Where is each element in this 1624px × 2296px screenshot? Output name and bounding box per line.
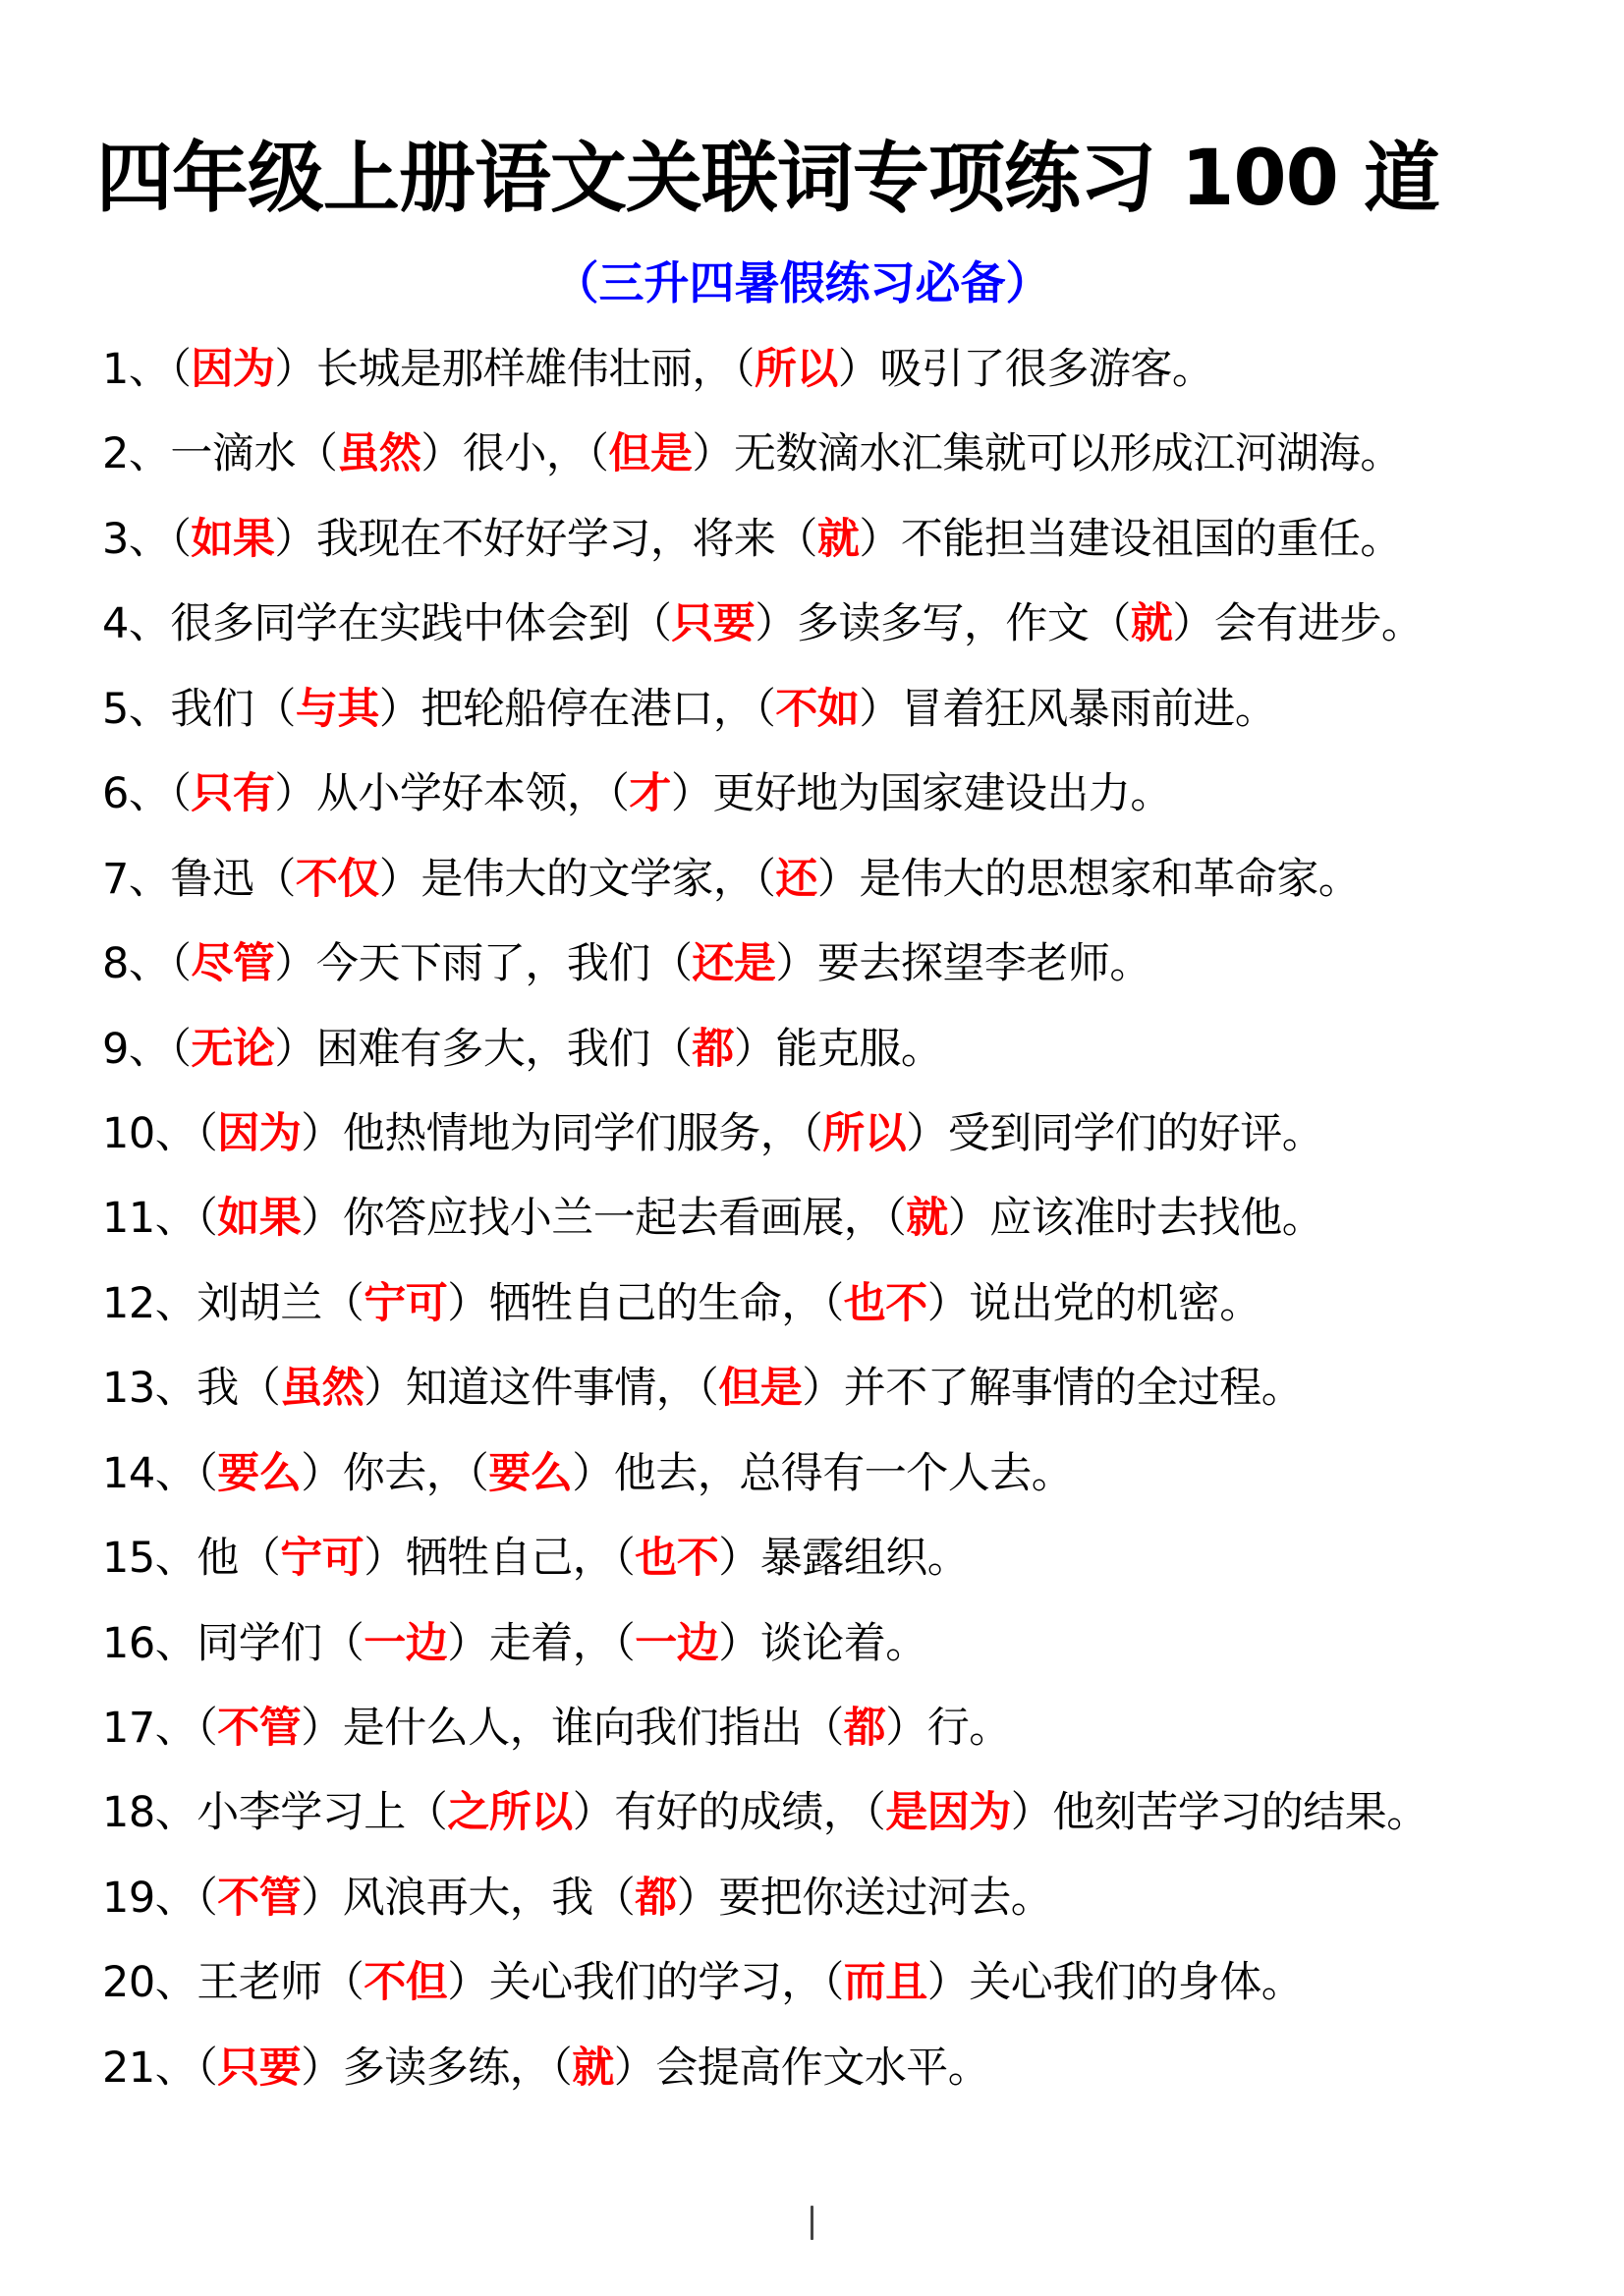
- answer-word: 但是: [608, 429, 693, 479]
- sentence-text: ）有好的成绩，（: [572, 1788, 886, 1838]
- item-number: 14、: [102, 1448, 197, 1498]
- exercise-item: [102, 593, 1615, 678]
- sentence-text: ）受到同学们的好评。: [906, 1108, 1324, 1158]
- answer-word: 不管: [217, 1873, 302, 1923]
- answer-word: 是因为: [885, 1788, 1011, 1838]
- answer-word: 所以: [754, 345, 838, 394]
- sentence-text: （: [196, 1448, 218, 1498]
- answer-word: 就: [906, 1194, 948, 1244]
- item-number: 2、: [102, 429, 171, 479]
- sentence-text: ）是伟大的文学家，（: [378, 854, 776, 904]
- sentence-text: （: [196, 1194, 218, 1244]
- sentence-text: ）要去探望李老师。: [775, 939, 1151, 989]
- sentence-text: ）风浪再大，我（: [301, 1873, 636, 1923]
- answer-word: 也不: [843, 1278, 927, 1328]
- sentence-text: 一滴水（: [170, 429, 338, 479]
- answer-word: 但是: [718, 1364, 803, 1414]
- answer-word: 不仅: [295, 854, 379, 904]
- item-number: 15、: [102, 1534, 197, 1584]
- sentence-text: （: [170, 514, 192, 564]
- sentence-text: 我（: [196, 1364, 281, 1414]
- answer-word: 而且: [843, 1958, 927, 2008]
- exercise-list: [102, 339, 1615, 2122]
- item-number: 5、: [102, 684, 171, 734]
- answer-word: 只要: [671, 599, 756, 649]
- item-number: 19、: [102, 1873, 197, 1923]
- sentence-text: ）吸引了很多游客。: [837, 345, 1214, 394]
- exercise-item: [102, 763, 1615, 848]
- sentence-text: ）他热情地为同学们服务，（: [301, 1108, 823, 1158]
- exercise-item: [102, 849, 1615, 933]
- exercise-item: [102, 1103, 1615, 1188]
- sentence-text: ）长城是那样雄伟壮丽，（: [274, 345, 755, 394]
- answer-word: 一边: [635, 1618, 719, 1668]
- sentence-text: ）会有进步。: [1172, 599, 1424, 649]
- sentence-text: ）他去，总得有一个人去。: [572, 1448, 1074, 1498]
- answer-word: 才: [629, 769, 671, 819]
- exercise-item: [102, 679, 1615, 763]
- exercise-item: [102, 2038, 1615, 2122]
- exercise-item: [102, 1528, 1615, 1612]
- exercise-item: [102, 1358, 1615, 1442]
- answer-word: 都: [843, 1704, 886, 1753]
- sentence-text: ）他刻苦学习的结果。: [1010, 1788, 1428, 1838]
- answer-word: 就: [816, 514, 860, 564]
- item-number: 4、: [102, 599, 171, 649]
- exercise-item: [102, 1273, 1615, 1358]
- sentence-text: ）关心我们的学习，（: [447, 1958, 844, 2008]
- item-number: 9、: [102, 1024, 171, 1074]
- item-number: 16、: [102, 1618, 197, 1668]
- answer-word: 虽然: [337, 429, 421, 479]
- sentence-text: 小李学习上（: [196, 1788, 448, 1838]
- sentence-text: （: [196, 1873, 218, 1923]
- answer-word: 所以: [822, 1108, 907, 1158]
- answer-word: 都: [635, 1873, 677, 1923]
- exercise-item: [102, 1019, 1615, 1103]
- sentence-text: ）会提高作文水平。: [613, 2043, 990, 2093]
- sentence-text: （: [170, 939, 192, 989]
- answer-word: 宁可: [364, 1278, 448, 1328]
- sentence-text: ）牺牲自己，（: [364, 1534, 636, 1584]
- item-number: 7、: [102, 854, 171, 904]
- answer-word: 只要: [217, 2043, 302, 2093]
- sentence-text: ）关心我们的身体。: [926, 1958, 1304, 2008]
- answer-word: 就: [572, 2043, 614, 2093]
- sentence-text: ）困难有多大，我们（: [274, 1024, 693, 1074]
- answer-word: 就: [1130, 599, 1173, 649]
- item-number: 6、: [102, 769, 171, 819]
- item-number: 8、: [102, 939, 171, 989]
- sentence-text: ）暴露组织。: [718, 1534, 970, 1584]
- answer-word: 如果: [191, 514, 275, 564]
- exercise-item: [102, 1782, 1615, 1867]
- sentence-text: 刘胡兰（: [196, 1278, 364, 1328]
- sentence-text: ）你去，（: [301, 1448, 489, 1498]
- exercise-item: [102, 1613, 1615, 1698]
- item-number: 17、: [102, 1704, 197, 1753]
- sentence-text: （: [170, 1024, 192, 1074]
- exercise-item: [102, 509, 1615, 593]
- answer-word: 不管: [217, 1704, 302, 1753]
- sentence-text: （: [170, 345, 192, 394]
- exercise-item: [102, 1952, 1615, 2037]
- sentence-text: ）多读多练，（: [301, 2043, 573, 2093]
- sentence-text: ）牺牲自己的生命，（: [447, 1278, 844, 1328]
- sentence-text: ）冒着狂风暴雨前进。: [859, 684, 1277, 734]
- sentence-text: 鲁迅（: [170, 854, 296, 904]
- exercise-item: [102, 1698, 1615, 1782]
- answer-word: 虽然: [280, 1364, 364, 1414]
- sentence-text: （: [196, 2043, 218, 2093]
- exercise-item: [102, 933, 1615, 1018]
- answer-word: 与其: [295, 684, 379, 734]
- item-number: 11、: [102, 1194, 197, 1244]
- item-number: 12、: [102, 1278, 197, 1328]
- item-number: 20、: [102, 1958, 197, 2008]
- sentence-text: ）从小学好本领，（: [274, 769, 630, 819]
- answer-word: 都: [692, 1024, 734, 1074]
- item-number: 21、: [102, 2043, 197, 2093]
- sentence-text: ）能克服。: [733, 1024, 943, 1074]
- item-number: 13、: [102, 1364, 197, 1414]
- sentence-text: ）你答应找小兰一起去看画展，（: [301, 1194, 907, 1244]
- answer-word: 只有: [191, 769, 275, 819]
- sentence-text: ）谈论着。: [718, 1618, 927, 1668]
- answer-word: 无论: [191, 1024, 275, 1074]
- sentence-text: （: [196, 1704, 218, 1753]
- sentence-text: ）应该准时去找他。: [947, 1194, 1324, 1244]
- sentence-text: ）走着，（: [447, 1618, 636, 1668]
- exercise-item: [102, 423, 1615, 508]
- exercise-item: [102, 1868, 1615, 1952]
- page-marker-line: [811, 2206, 813, 2240]
- sentence-text: （: [196, 1108, 218, 1158]
- sentence-text: ）更好地为国家建设出力。: [670, 769, 1172, 819]
- item-number: 3、: [102, 514, 171, 564]
- sentence-text: （: [170, 769, 192, 819]
- sentence-text: ）不能担当建设祖国的重任。: [859, 514, 1402, 564]
- answer-word: 宁可: [280, 1534, 364, 1584]
- sentence-text: ）要把你送过河去。: [676, 1873, 1053, 1923]
- answer-word: 要么: [488, 1448, 573, 1498]
- sentence-text: ）无数滴水汇集就可以形成江河湖海。: [692, 429, 1402, 479]
- sentence-text: ）我现在不好好学习，将来（: [274, 514, 817, 564]
- item-number: 1、: [102, 345, 171, 394]
- item-number: 18、: [102, 1788, 197, 1838]
- sentence-text: ）把轮船停在港口，（: [378, 684, 776, 734]
- answer-word: 也不: [635, 1534, 719, 1584]
- answer-word: 还是: [692, 939, 776, 989]
- sentence-text: ）很小，（: [420, 429, 609, 479]
- sentence-text: ）行。: [885, 1704, 1011, 1753]
- sentence-text: 我们（: [170, 684, 296, 734]
- sentence-text: 王老师（: [196, 1958, 364, 2008]
- exercise-item: [102, 1443, 1615, 1528]
- answer-word: 因为: [191, 345, 275, 394]
- exercise-item: [102, 1188, 1615, 1272]
- sentence-text: ）并不了解事情的全过程。: [802, 1364, 1304, 1414]
- exercise-item: [102, 339, 1615, 423]
- sentence-text: ）是伟大的思想家和革命家。: [816, 854, 1361, 904]
- sentence-text: 很多同学在实践中体会到（: [170, 599, 672, 649]
- sentence-text: ）是什么人，谁向我们指出（: [301, 1704, 844, 1753]
- sentence-text: 同学们（: [196, 1618, 364, 1668]
- answer-word: 一边: [364, 1618, 448, 1668]
- answer-word: 尽管: [191, 939, 275, 989]
- answer-word: 不但: [364, 1958, 448, 2008]
- page-title: 四年级上册语文关联词专项练习 100 道: [95, 135, 1440, 223]
- sentence-text: ）今天下雨了，我们（: [274, 939, 693, 989]
- answer-word: 不如: [775, 684, 860, 734]
- answer-word: 因为: [217, 1108, 302, 1158]
- sentence-text: ）说出党的机密。: [926, 1278, 1261, 1328]
- item-number: 10、: [102, 1108, 197, 1158]
- sentence-text: ）知道这件事情，（: [364, 1364, 719, 1414]
- sentence-text: ）多读多写，作文（: [755, 599, 1131, 649]
- answer-word: 如果: [217, 1194, 302, 1244]
- page-subtitle: （三升四暑假练习必备）: [553, 256, 1051, 309]
- sentence-text: 他（: [196, 1534, 281, 1584]
- answer-word: 还: [775, 854, 817, 904]
- answer-word: 之所以: [447, 1788, 573, 1838]
- answer-word: 要么: [217, 1448, 302, 1498]
